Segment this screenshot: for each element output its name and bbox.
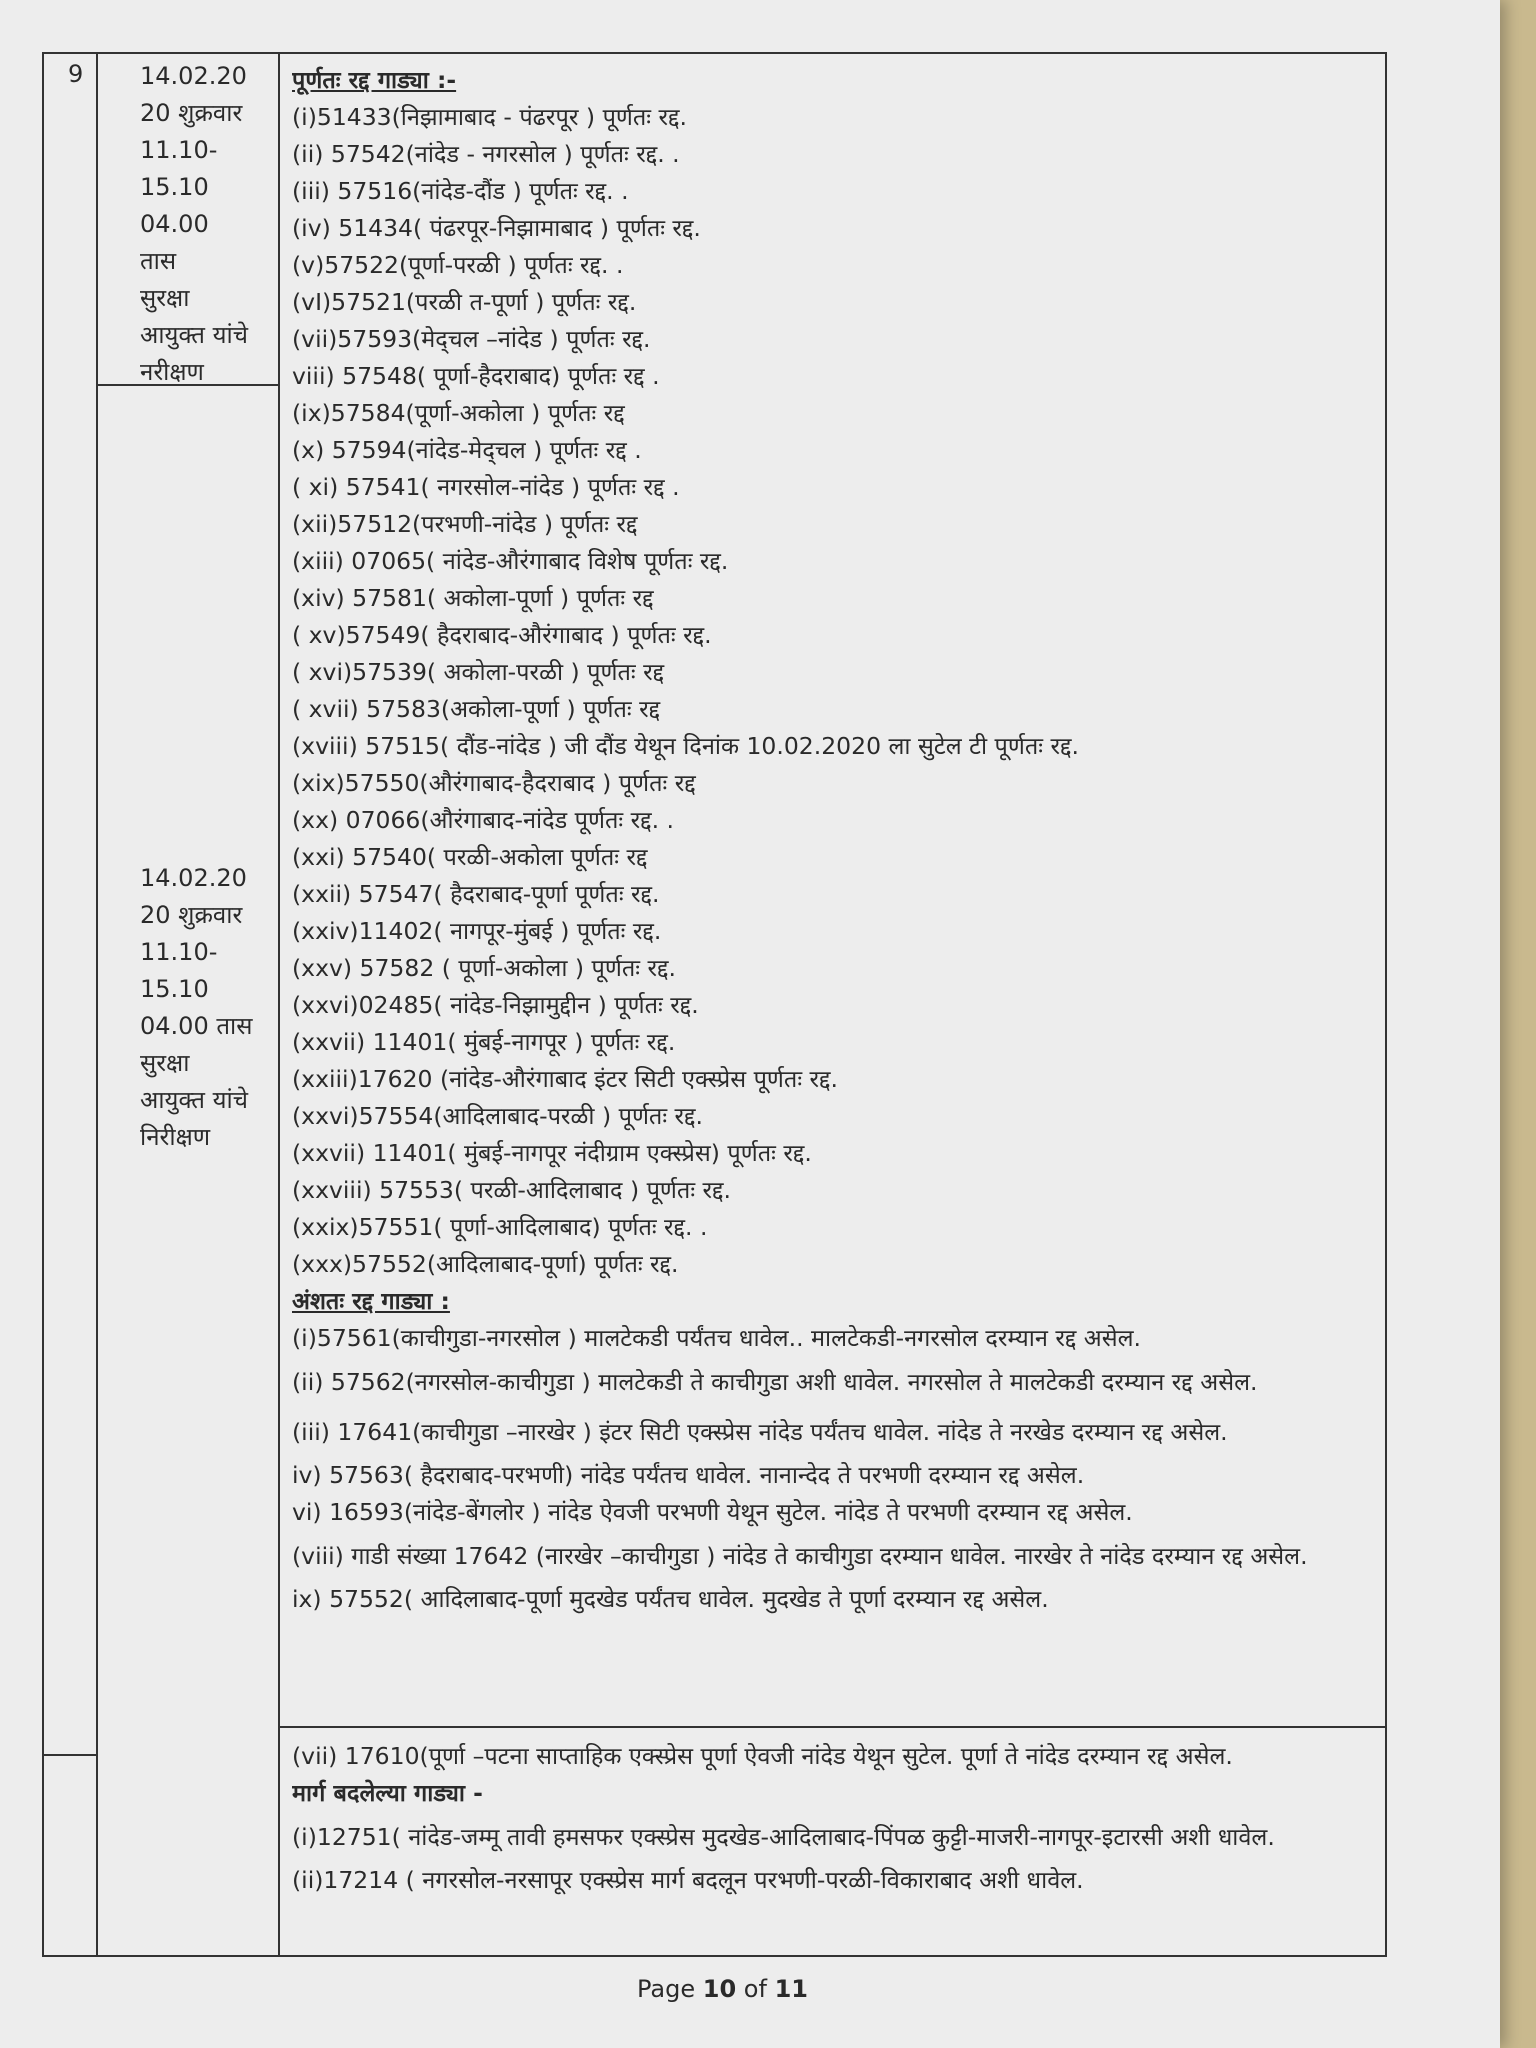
column-divider <box>96 54 98 1955</box>
date-line: सुरक्षा <box>140 1049 190 1077</box>
list-item: (iv) 51434( पंढरपूर-निझामाबाद ) पूर्णतः रद्द. <box>292 214 701 242</box>
date-line: निरीक्षण <box>140 1123 211 1151</box>
list-item: (xii)57512(परभणी-नांदेड ) पूर्णतः रद्द <box>292 510 638 538</box>
list-item: (xxv) 57582 ( पूर्णा-अकोला ) पूर्णतः रद्द. <box>292 954 676 982</box>
list-item: (ix)57584(पूर्णा-अकोला ) पूर्णतः रद्द <box>292 399 625 427</box>
date-line: 15.10 <box>140 975 209 1003</box>
list-item: (xxii) 57547( हैदराबाद-पूर्णा पूर्णतः रद्द. <box>292 880 660 908</box>
date-line: 20 शुक्रवार <box>140 99 243 127</box>
bottom-cell <box>292 1738 1402 1899</box>
list-item: (xxviii) 57553( परळी-आदिलाबाद ) पूर्णतः रद्द. <box>292 1176 731 1204</box>
date-line: सुरक्षा <box>140 284 190 312</box>
list-item: (xxi) 57540( परळी-अकोला पूर्णतः रद्द <box>292 843 648 871</box>
list-item: viii) 57548( पूर्णा-हैदराबाद) पूर्णतः रद्द . <box>292 362 660 390</box>
row-divider <box>278 1726 1385 1728</box>
list-item: ( xi) 57541( नगरसोल-नांदेड ) पूर्णतः रद्द . <box>292 473 680 501</box>
fully-cancelled-heading: पूर्णतः रद्द गाड्या :- <box>292 66 457 94</box>
date-line: 11.10- <box>140 938 218 966</box>
list-item: iv) 57563( हैदराबाद-परभणी) नांदेड पर्यंतच धावेल. नानान्देद ते परभणी दरम्यान रद्द असेल. <box>292 1461 1085 1489</box>
list-item: (xix)57550(औरंगाबाद-हैदराबाद ) पूर्णतः रद्द <box>292 769 696 797</box>
list-item: ( xv)57549( हैदराबाद-औरंगाबाद ) पूर्णतः रद्द. <box>292 621 712 649</box>
list-item: (xxiv)11402( नागपूर-मुंबई ) पूर्णतः रद्द. <box>292 917 662 945</box>
list-item: (ii) 57542(नांदेड - नगरसोल ) पूर्णतः रद्द. . <box>292 140 680 168</box>
date-cell-top <box>140 58 290 391</box>
cancellation-list <box>292 62 1402 1618</box>
list-item: (xiii) 07065( नांदेड-औरंगाबाद विशेष पूर्णतः रद्द. <box>292 547 729 575</box>
list-item: (xx) 07066(औरंगाबाद-नांदेड पूर्णतः रद्द. . <box>292 806 674 834</box>
list-item: (i)12751( नांदेड-जम्मू तावी हमसफर एक्स्प्रेस मुदखेड-आदिलाबाद-पिंपळ कुट्टी-माजरी-नागपूर-इटारसी अशी धावेल. <box>292 1823 1275 1851</box>
page-number <box>0 1975 1445 2003</box>
page-middle: of <box>736 1975 775 2003</box>
list-item: (xxvi)57554(आदिलाबाद-परळी ) पूर्णतः रद्द. <box>292 1102 703 1130</box>
date-line: नरीक्षण <box>140 358 204 386</box>
list-item: (iii) 57516(नांदेड-दौंड ) पूर्णतः रद्द. . <box>292 177 629 205</box>
list-item: ( xvii) 57583(अकोला-पूर्णा ) पूर्णतः रद्द <box>292 695 661 723</box>
page-prefix: Page <box>637 1975 703 2003</box>
date-cell-bottom <box>140 860 290 1156</box>
date-line: 14.02.20 <box>140 62 247 90</box>
date-line: तास <box>140 247 177 275</box>
date-line: 11.10- <box>140 136 218 164</box>
list-item: (xxx)57552(आदिलाबाद-पूर्णा) पूर्णतः रद्द. <box>292 1250 679 1278</box>
list-item: ix) 57552( आदिलाबाद-पूर्णा मुदखेड पर्यंतच धावेल. मुदखेड ते पूर्णा दरम्यान रद्द असेल. <box>292 1585 1049 1613</box>
list-item: (vii) 17610(पूर्णा –पटना साप्ताहिक एक्स्प्रेस पूर्णा ऐवजी नांदेड येथून सुटेल. पूर्णा ते नांदेड दरम्यान रद्द असेल. <box>292 1742 1233 1770</box>
page-total: 11 <box>774 1975 808 2003</box>
list-item: ( xvi)57539( अकोला-परळी ) पूर्णतः रद्द <box>292 658 665 686</box>
list-item: (viii) गाडी संख्या 17642 (नारखेर –काचीगुडा ) नांदेड ते काचीगुडा दरम्यान धावेल. नारखेर ते नांदेड दरम्यान रद्द असेल. <box>292 1542 1308 1570</box>
list-item: (v)57522(पूर्णा-परळी ) पूर्णतः रद्द. . <box>292 251 624 279</box>
date-line: 04.00 <box>140 210 209 238</box>
date-line: 04.00 तास <box>140 1012 253 1040</box>
date-line: 20 शुक्रवार <box>140 901 243 929</box>
page-current: 10 <box>702 1975 737 2003</box>
list-item: vi) 16593(नांदेड-बेंगलोर ) नांदेड ऐवजी परभणी येथून सुटेल. नांदेड ते परभणी दरम्यान रद्द असेल. <box>292 1498 1133 1526</box>
serial-number: 9 <box>68 60 84 88</box>
partially-cancelled-heading: अंशतः रद्द गाड्या : <box>292 1287 450 1315</box>
row-divider <box>44 1754 96 1756</box>
list-item: (i)51433(निझामाबाद - पंढरपूर ) पूर्णतः रद्द. <box>292 103 687 131</box>
list-item: (xiv) 57581( अकोला-पूर्णा ) पूर्णतः रद्द <box>292 584 654 612</box>
list-item: (xviii) 57515( दौंड-नांदेड ) जी दौंड येथून दिनांक 10.02.2020 ला सुटेल टी पूर्णतः रद्द. <box>292 732 1079 760</box>
list-item: (xxiii)17620 (नांदेड-औरंगाबाद इंटर सिटी एक्स्प्रेस पूर्णतः रद्द. <box>292 1065 838 1093</box>
list-item: (vI)57521(परळी त-पूर्णा ) पूर्णतः रद्द. <box>292 288 637 316</box>
list-item: (xxvii) 11401( मुंबई-नागपूर ) पूर्णतः रद्द. <box>292 1028 676 1056</box>
list-item: (iii) 17641(काचीगुडा –नारखेर ) इंटर सिटी एक्स्प्रेस नांदेड पर्यंतच धावेल. नांदेड ते नरखेड दरम्यान रद्द असेल. <box>292 1418 1228 1446</box>
list-item: (x) 57594(नांदेड-मेद्चल ) पूर्णतः रद्द . <box>292 436 642 464</box>
date-line: 14.02.20 <box>140 864 247 892</box>
list-item: (vii)57593(मेद्चल –नांदेड ) पूर्णतः रद्द. <box>292 325 651 353</box>
list-item: (ii) 57562(नगरसोल-काचीगुडा ) मालटेकडी ते काचीगुडा अशी धावेल. नगरसोल ते मालटेकडी दरम्यान रद्द असेल. <box>292 1368 1258 1396</box>
date-line: 15.10 <box>140 173 209 201</box>
list-item: (xxvi)02485( नांदेड-निझामुद्दीन ) पूर्णतः रद्द. <box>292 991 699 1019</box>
list-item: (ii)17214 ( नगरसोल-नरसापूर एक्स्प्रेस मार्ग बदलून परभणी-परळी-विकाराबाद अशी धावेल. <box>292 1866 1084 1894</box>
list-item: (i)57561(काचीगुडा-नगरसोल ) मालटेकडी पर्यंतच धावेल.. मालटेकडी-नगरसोल दरम्यान रद्द असेल. <box>292 1324 1142 1352</box>
diverted-heading: मार्ग बदलेल्या गाड्या - <box>292 1779 483 1807</box>
date-line: आयुक्त यांचे <box>140 321 248 349</box>
list-item: (xxvii) 11401( मुंबई-नागपूर नंदीग्राम एक्स्प्रेस) पूर्णतः रद्द. <box>292 1139 812 1167</box>
date-line: आयुक्त यांचे <box>140 1086 248 1114</box>
list-item: (xxix)57551( पूर्णा-आदिलाबाद) पूर्णतः रद्द. . <box>292 1213 708 1241</box>
